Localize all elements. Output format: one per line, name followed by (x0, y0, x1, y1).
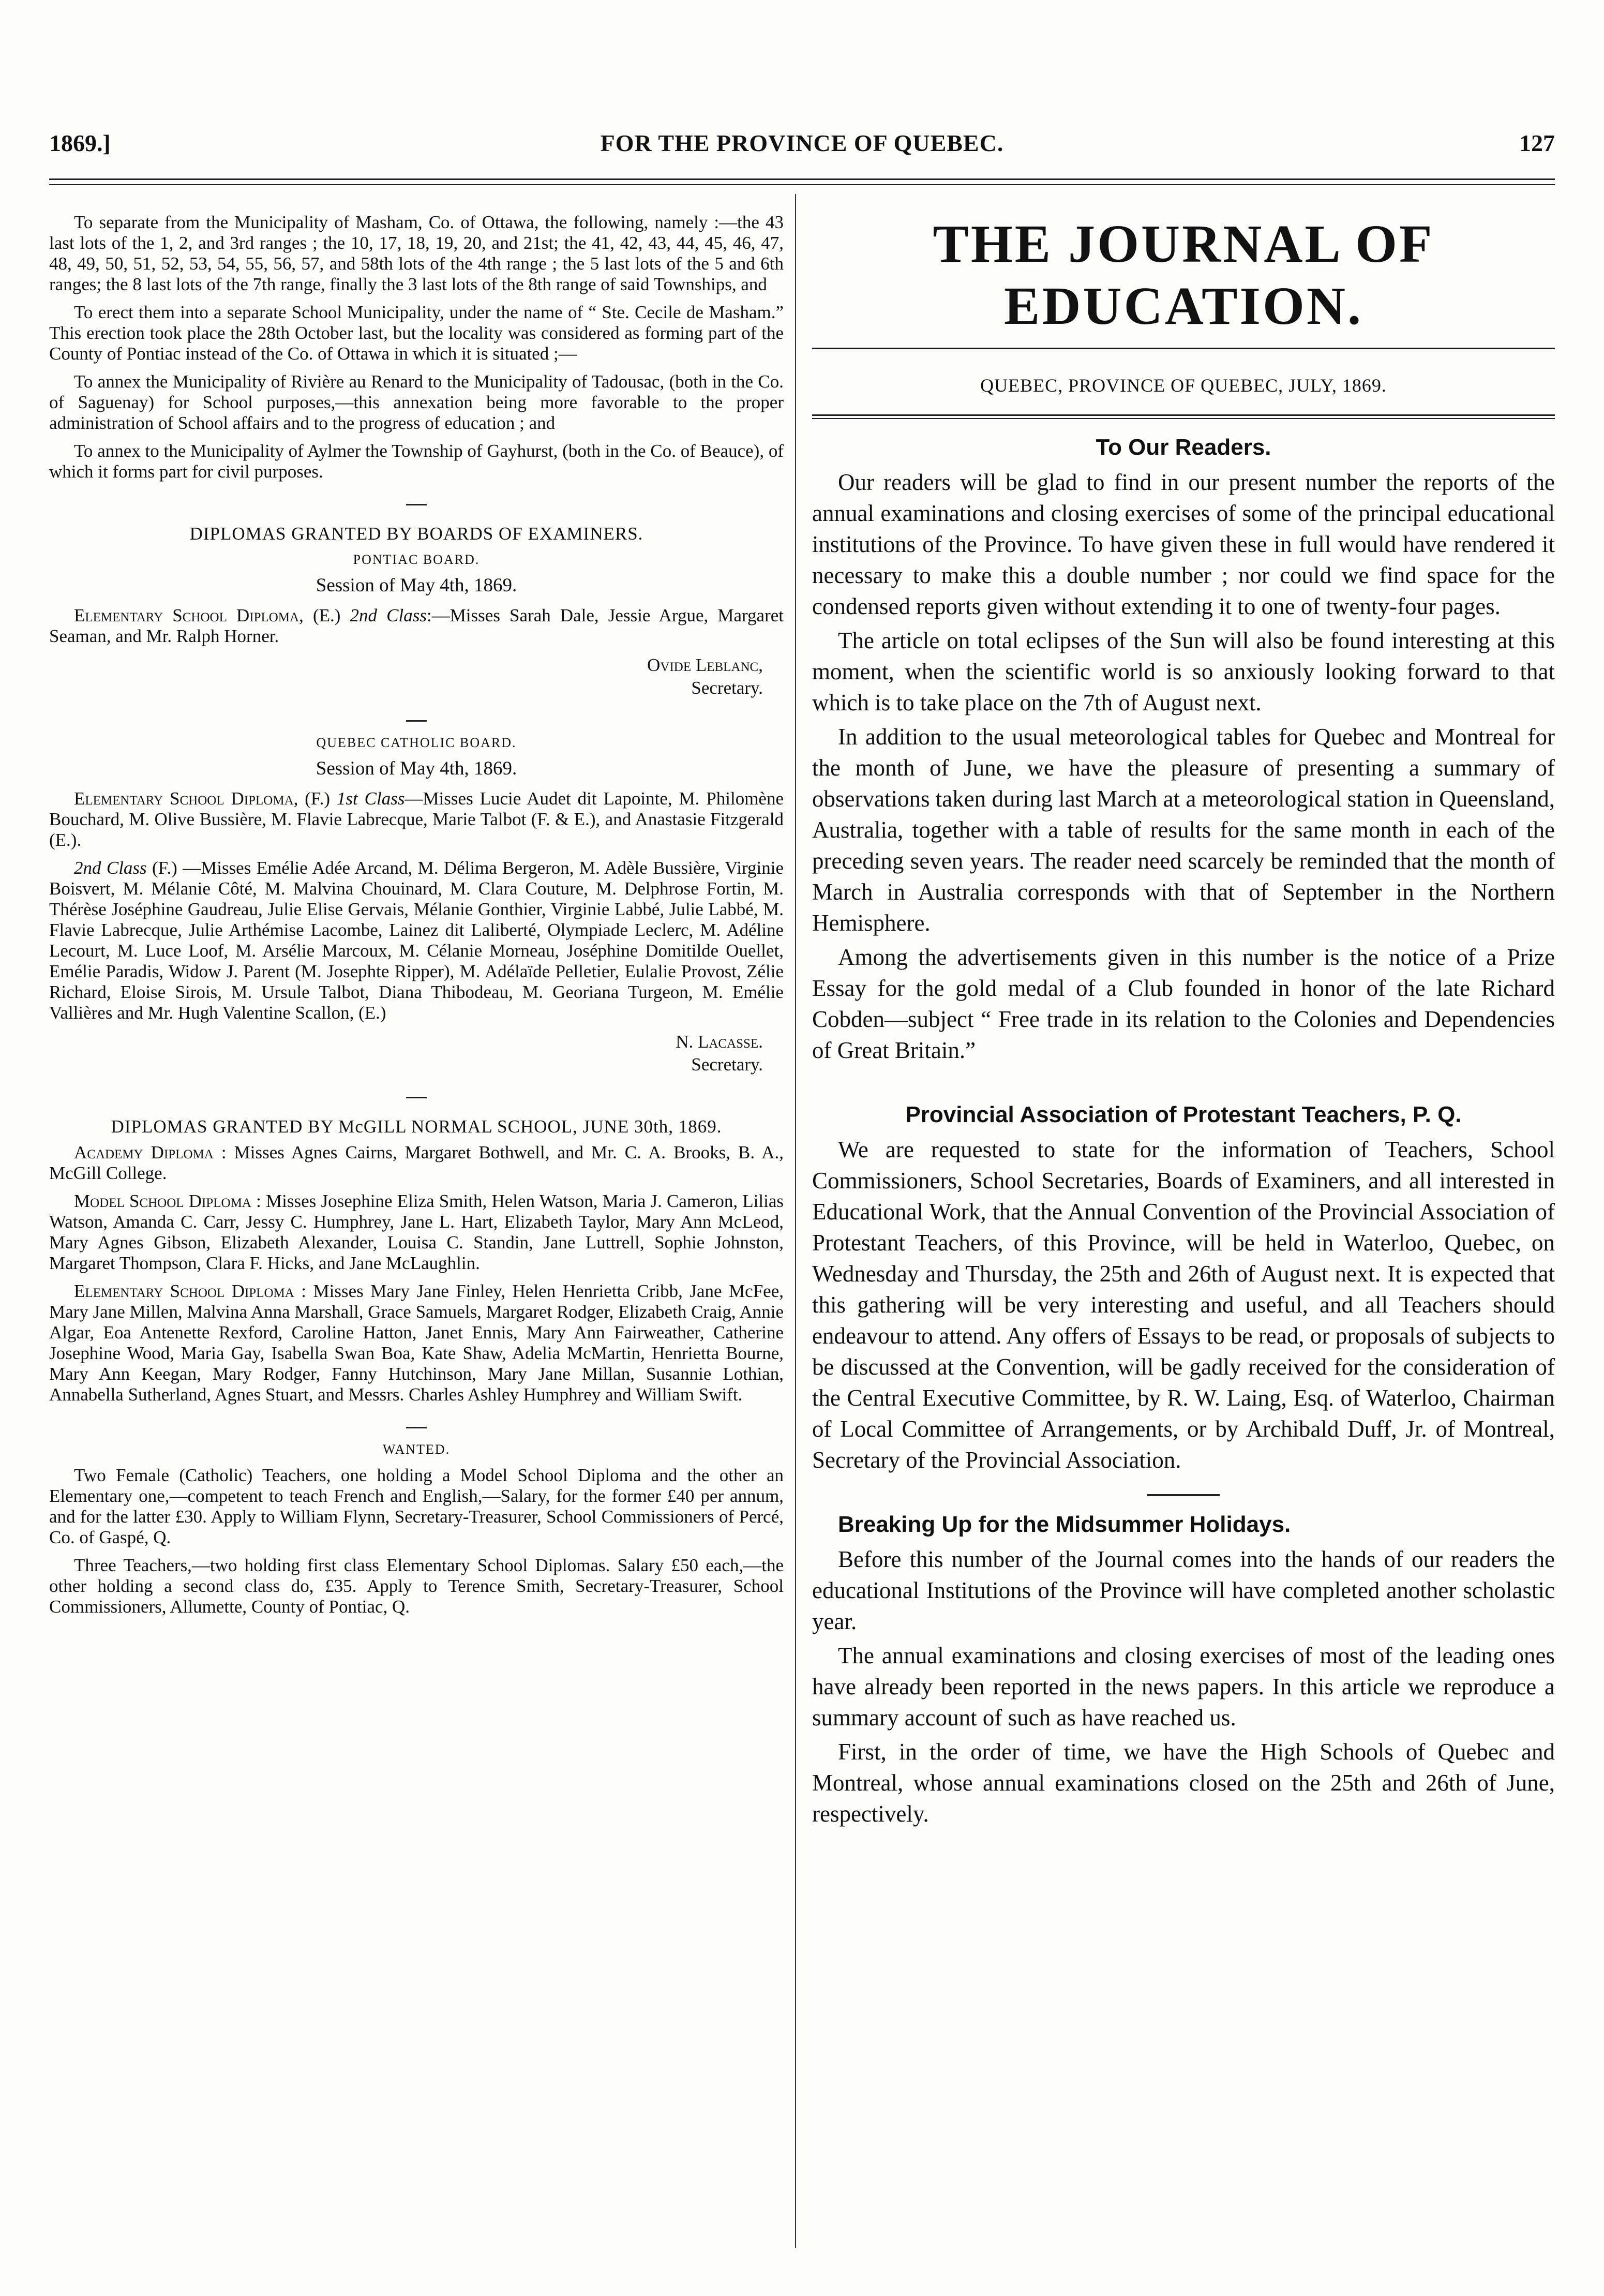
header-year: 1869.] (49, 130, 111, 156)
signature-title: Secretary. (691, 1054, 763, 1075)
masham-erect-paragraph: To erect them into a separate School Municipality, under the name of “ Ste. Cecile de Masham.” This erection took place the 28th October last, but the locality was considered as forming part of the County of Pontiac instead of the Co. of Ottawa in which it is situated ;— (49, 302, 784, 364)
model-names: Misses Josephine Eliza Smith, Helen Watson, Maria J. Cameron, Lilias Watson, Amanda C. Carr, Jessy C. Humphrey, Jane L. Hart, Elizabeth Taylor, Mary Ann McLeod, Mary Agnes Gibson, Elizabeth Alexander, Louisa C. Standin, Jane Luttrell, Sophie Johnston, Margaret Thompson, Clara F. Hicks, and Jane McLaughlin. (49, 1191, 784, 1273)
signature-title: Secretary. (691, 678, 763, 698)
masthead: THE JOURNAL OF EDUCATION. (933, 214, 1434, 336)
masham-paragraph: To separate from the Municipality of Masham, Co. of Ottawa, the following, namely :—the 43 last lots of the 1, 2, and 3rd ranges ; the 10, 17, 18, 19, 20, and 21st; the 41, 42, 43, 44, 45, 46, 47, 48, 49, 50, 51, 52, 53, 54, 55, 56, 57, and 58th lots of the 4th range ; the 5 last lots of the 5 and 6th ranges; the 8 last lots of the 7th range, finally the 3 last lots of the 8th range of said Townships, and (49, 212, 784, 294)
dateline-rule-top (812, 414, 1555, 416)
aylmer-paragraph: To annex to the Municipality of Aylmer the Township of Gayhurst, (both in the Co. of Beauce), of which it forms part for civil purposes. (49, 441, 784, 482)
pontiac-names: :—Misses Sarah Dale, Jessie Argue, Margaret Seaman, and Mr. Ralph Horner. (49, 605, 784, 646)
section-separator (49, 706, 784, 726)
section-separator (49, 489, 784, 510)
pontiac-signature (49, 654, 763, 699)
running-header (49, 129, 1555, 166)
readers-paragraph-4: Among the advertisements given in this number is the notice of a Prize Essay for the gold medal of a Club founded in honor of the late Richard Cobden—subject “ Free trade in its relation to the Colonies and Dependencies of Great Britain.” (812, 944, 1555, 1063)
class-code: (E.) (312, 605, 350, 625)
readers-paragraph-2: The article on total eclipses of the Sun will also be found interesting at this moment, when the scientific world is so anxiously looking forward to that which is to take place on the 7th of August next. (812, 628, 1555, 715)
dateline: QUEBEC, PROVINCE OF QUEBEC, JULY, 1869. (980, 375, 1387, 396)
readers-paragraph-1: Our readers will be glad to find in our present number the reports of the annual examinations and closing exercises of some of the principal educational institutions of the Province. To have given these in full would have rendered it necessary to make this a double number ; nor could we find space for the condensed reports given without extending it to one of twenty-four pages. (812, 469, 1555, 619)
academy-diploma-entry (49, 1142, 784, 1184)
quebec-second-class-entry (49, 858, 784, 1023)
quebec-session: Session of May 4th, 1869. (316, 758, 517, 779)
column-divider (795, 194, 796, 2248)
wanted-ad-2: Three Teachers,—two holding first class Elementary School Diplomas. Salary £50 each,—the other holding a second class do, £35. Apply to Terence Smith, Secretary-Treasurer, School Commissioners, Allumette, County of Pontiac, Q. (49, 1555, 784, 1617)
holidays-paragraph-2: The annual examinations and closing exercises of most of the leading ones have already been reported in the news papers. In this article we reproduce a summary account of such as have reached us. (812, 1643, 1555, 1731)
quebec-first-class-entry (49, 788, 784, 851)
association-paragraph: We are requested to state for the information of Teachers, School Commissioners, School Secretaries, Boards of Examiners, and all interested in Educational Work, that the Annual Convention of the Provincial Association of Protestant Teachers, of this Province, will be held in Waterloo, Quebec, on Wednesday and Thursday, the 25th and 26th of August next. It is expected that this gathering will be very interesting and useful, and all Teachers should endeavour to attend. Any offers of Essays to be read, or proposals of subjects to be discussed at the Convention, will be gadly received for the consideration of the Central Executive Committee, by R. W. Laing, Esq. of Waterloo, Chairman of Local Committee of Arrangements, or by Archibald Duff, Jr. of Montreal, Secretary of the Provincial Association. (812, 1137, 1555, 1473)
dateline-rule-bottom (812, 418, 1555, 419)
section-separator (49, 1082, 784, 1103)
pontiac-board-heading: PONTIAC BOARD. (353, 552, 480, 567)
diploma-label: Academy Diploma : (74, 1142, 227, 1162)
class-name: 2nd Class (350, 605, 427, 625)
wanted-ad-1: Two Female (Catholic) Teachers, one holding a Model School Diploma and the other an Elementary one,—competent to teach French and English,—Salary, for the former £40 per annum, and for the latter £30. Apply to William Flynn, Secretary-Treasurer, School Commissioners of Percé, Co. of Gaspé, Q. (49, 1465, 784, 1547)
readers-heading: To Our Readers. (1096, 435, 1271, 460)
pontiac-session: Session of May 4th, 1869. (316, 575, 517, 596)
header-title: FOR THE PROVINCE OF QUEBEC. (600, 130, 1004, 156)
quebec-board-heading: QUEBEC CATHOLIC BOARD. (316, 735, 517, 750)
diplomas-heading: DIPLOMAS GRANTED BY BOARDS OF EXAMINERS. (189, 524, 643, 544)
readers-paragraph-3: In addition to the usual meteorological tables for Quebec and Montreal for the month of June, we have the pleasure of presenting a summary of observations taken during last March at a meteorological station in Queensland, Australia, together with a table of results for the same month in each of the preceding seven years. The reader need scarcely be reminded that the month of March in Australia corresponds with that of September in the Northern Hemisphere. (812, 724, 1555, 936)
academy-names: Misses Agnes Cairns, Margaret Bothwell, and Mr. C. A. Brooks, B. A., McGill College. (49, 1142, 784, 1183)
tadousac-paragraph: To annex the Municipality of Rivière au Renard to the Municipality of Tadousac, (both in the Co. of Saguenay) for School purposes,—this annexation being more favorable to the proper administration of School affairs and to the progress of education ; and (49, 371, 784, 433)
model-diploma-entry (49, 1191, 784, 1274)
diploma-label: Elementary School Diploma, (74, 788, 298, 809)
association-heading: Provincial Association of Protestant Teachers, P. Q. (905, 1102, 1462, 1127)
section-separator (1147, 1494, 1220, 1496)
signature-name: Ovide Leblanc, (647, 655, 763, 675)
signature-name: N. Lacasse. (676, 1032, 763, 1052)
page-number: 127 (1519, 130, 1555, 156)
wanted-heading: WANTED. (382, 1442, 451, 1457)
right-column (812, 207, 1555, 1832)
holidays-paragraph-3: First, in the order of time, we have the High Schools of Quebec and Montreal, whose annual examinations closed on the 25th and 26th of June, respectively. (812, 1739, 1555, 1827)
holidays-heading: Breaking Up for the Midsummer Holidays. (838, 1512, 1291, 1537)
diploma-label: Elementary School Diploma : (74, 1281, 307, 1301)
elementary-diploma-entry (49, 1281, 784, 1405)
section-separator (49, 1412, 784, 1433)
class-name: 1st Class (336, 788, 405, 809)
diploma-label: Model School Diploma : (74, 1191, 261, 1211)
holidays-paragraph-1: Before this number of the Journal comes into the hands of our readers the educational Institutions of the Province will have completed another scholastic year. (812, 1546, 1555, 1634)
quebec-first-names: —Misses Lucie Audet dit Lapointe, M. Philomène Bouchard, M. Olive Bussière, M. Flavie Labrecque, Marie Talbot (F. & E.), and Anastasie Fitzgerald (E.). (49, 788, 784, 850)
pontiac-diploma-entry (49, 605, 784, 647)
quebec-signature (49, 1031, 763, 1076)
class-code: (F.) (305, 788, 337, 809)
header-rule-top (49, 178, 1555, 180)
quebec-second-names: (F.) —Misses Emélie Adée Arcand, M. Délima Bergeron, M. Adèle Bussière, Virginie Boisvert, M. Mélanie Côté, M. Malvina Chouinard, M. Clara Couture, M. Delphrose Fortin, M. Thérèse Joséphine Gaudreau, Julie Elise Gervais, Mélanie Gonthier, Virginie Labbé, Julie Labbé, M. Flavie Labrecque, Julie Arthémise Lacombe, Lainez dit Laliberté, Olympiade Leclerc, M. Adéline Lecourt, M. Luce Loof, M. Arsélie Marcoux, M. Célanie Morneau, Joséphine Domitilde Ouellet, Emélie Paradis, Widow J. Parent (M. Josephte Ripper), M. Adélaïde Pelletier, Eulalie Provost, Zélie Richard, Eloise Sirois, M. Ursule Talbot, Diana Thibodeau, M. Georiana Turgeon, M. Emélie Vallières and Mr. Hugh Valentine Scallon, (E.) (49, 858, 784, 1023)
diploma-label: Elementary School Diploma, (74, 605, 304, 625)
mcgill-heading: DIPLOMAS GRANTED BY McGILL NORMAL SCHOOL, JUNE 30th, 1869. (111, 1116, 722, 1137)
left-column (49, 212, 784, 1624)
header-rule-bottom (49, 184, 1555, 185)
class-name: 2nd Class (74, 858, 147, 878)
masthead-rule (812, 348, 1555, 349)
elementary-names: Misses Mary Jane Finley, Helen Henrietta Cribb, Jane McFee, Mary Jane Millen, Malvina Anna Marshall, Grace Samuels, Margaret Rodger, Elizabeth Craig, Annie Algar, Eoa Antenette Rexford, Caroline Hatton, Janet Ennis, Mary Ann Fairweather, Catherine Josephine Wood, Maria Gay, Isabella Swan Boa, Kate Shaw, Adelia McMartin, Henrietta Bourne, Mary Ann Keegan, Mary Rodger, Fanny Hutchinson, Mary Jane Millan, Susannie Lothian, Annabella Sutherland, Agnes Stuart, and Messrs. Charles Ashley Humphrey and William Swift. (49, 1281, 784, 1405)
